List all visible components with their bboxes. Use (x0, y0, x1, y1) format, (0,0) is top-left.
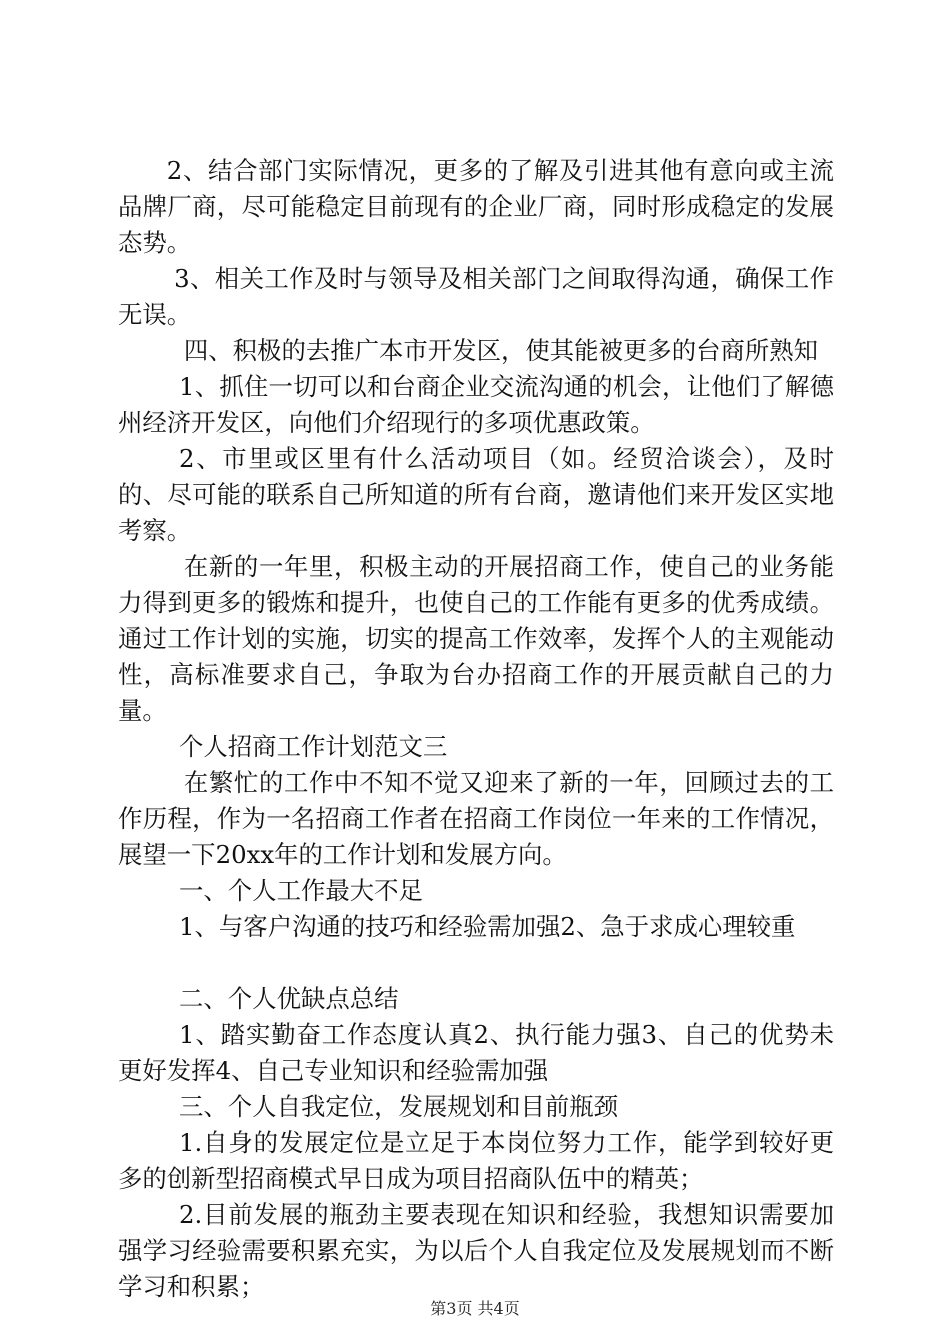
paragraph: 2.目前发展的瓶劲主要表现在知识和经验，我想知识需要加强学习经验需要积累充实，为以后个人自我定位及发展规划而不断学习和积累； (118, 1200, 834, 1301)
section-heading: 二、个人优缺点总结 (179, 984, 399, 1013)
document-subtitle: 个人招商工作计划范文三 (179, 732, 448, 761)
paragraph: 1.自身的发展定位是立足于本岗位努力工作，能学到较好更多的创新型招商模式早日成为项目招商队伍中的精英； (118, 1128, 834, 1193)
document-body (118, 153, 834, 1305)
page-footer (0, 1299, 950, 1319)
paragraph: 2、市里或区里有什么活动项目（如。经贸洽谈会），及时的、尽可能的联系自己所知道的所有台商，邀请他们来开发区实地考察。 (118, 444, 834, 545)
section-heading: 四、积极的去推广本市开发区，使其能被更多的台商所熟知 (183, 336, 819, 365)
page-number-label: 第3页 共4页 (430, 1299, 520, 1318)
paragraph: 1、踏实勤奋工作态度认真2、执行能力强3、自己的优势未更好发挥4、自己专业知识和经验需加强 (118, 1020, 834, 1085)
paragraph: 在新的一年里，积极主动的开展招商工作，使自己的业务能力得到更多的锻炼和提升，也使自己的工作能有更多的优秀成绩。通过工作计划的实施，切实的提高工作效率，发挥个人的主观能动性，高标准要求自己，争取为台办招商工作的开展贡献自己的力量。 (118, 552, 834, 725)
paragraph: 2、结合部门实际情况，更多的了解及引进其他有意向或主流品牌厂商，尽可能稳定目前现有的企业厂商，同时形成稳定的发展态势。 (118, 156, 834, 257)
paragraph: 1、与客户沟通的技巧和经验需加强2、急于求成心理较重 (179, 912, 796, 941)
paragraph: 3、相关工作及时与领导及相关部门之间取得沟通，确保工作无误。 (118, 264, 834, 329)
paragraph: 1、抓住一切可以和台商企业交流沟通的机会，让他们了解德州经济开发区，向他们介绍现行的多项优惠政策。 (118, 372, 834, 437)
section-heading: 一、个人工作最大不足 (179, 876, 423, 905)
section-heading: 三、个人自我定位，发展规划和目前瓶颈 (179, 1092, 619, 1121)
blank-line (118, 945, 834, 981)
paragraph: 在繁忙的工作中不知不觉又迎来了新的一年，回顾过去的工作历程，作为一名招商工作者在招商工作岗位一年来的工作情况，展望一下20xx年的工作计划和发展方向。 (118, 768, 834, 869)
